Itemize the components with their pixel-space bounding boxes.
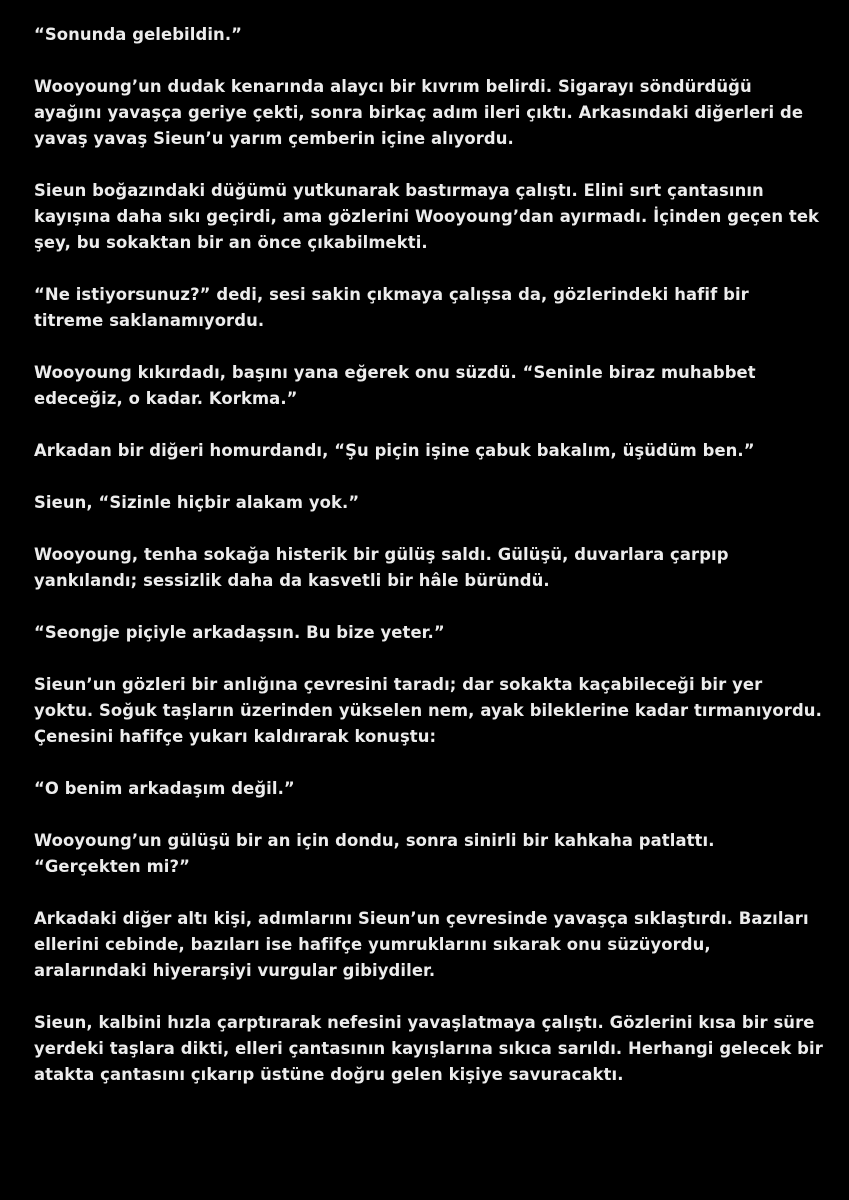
paragraph: Wooyoung kıkırdadı, başını yana eğerek onu süzdü. “Seninle biraz muhabbet edeceğiz, o kadar. Korkma.” bbox=[34, 363, 756, 408]
paragraph: Wooyoung, tenha sokağa histerik bir gülüş saldı. Gülüşü, duvarlara çarpıp yankılandı; sessizlik daha da kasvetli bir hâle büründü. bbox=[34, 545, 729, 590]
paragraph: Sieun, kalbini hızla çarptırarak nefesini yavaşlatmaya çalıştı. Gözlerini kısa bir süre yerdeki taşlara dikti, elleri çantasının kayışlarına sıkıca sarıldı. Herhangi gelecek bir atakta çantasını çıkarıp üstüne doğru gelen kişiye savuracaktı. bbox=[34, 1013, 823, 1084]
paragraph: “Sonunda gelebildin.” bbox=[34, 25, 243, 44]
paragraph: Arkadan bir diğeri homurdandı, “Şu piçin işine çabuk bakalım, üşüdüm ben.” bbox=[34, 441, 755, 460]
paragraph: Sieun boğazındaki düğümü yutkunarak bastırmaya çalıştı. Elini sırt çantasının kayışına daha sıkı geçirdi, ama gözlerini Wooyoung’dan ayırmadı. İçinden geçen tek şey, bu sokaktan bir an önce çıkabilmekti. bbox=[34, 181, 820, 252]
story-text-page bbox=[34, 22, 824, 1114]
paragraph: Sieun, “Sizinle hiçbir alakam yok.” bbox=[34, 493, 360, 512]
paragraph: “Ne istiyorsunuz?” dedi, sesi sakin çıkmaya çalışsa da, gözlerindeki hafif bir titreme saklanamıyordu. bbox=[34, 285, 749, 330]
paragraph: Wooyoung’un dudak kenarında alaycı bir kıvrım belirdi. Sigarayı söndürdüğü ayağını yavaşça geriye çekti, sonra birkaç adım ileri çıktı. Arkasındaki diğerleri de yavaş yavaş Sieun’u yarım çemberin içine alıyordu. bbox=[34, 77, 804, 148]
paragraph: Wooyoung’un gülüşü bir an için dondu, sonra sinirli bir kahkaha patlattı. “Gerçekten mi?” bbox=[34, 831, 715, 876]
paragraph: “Seongje piçiyle arkadaşsın. Bu bize yeter.” bbox=[34, 623, 445, 642]
paragraph: “O benim arkadaşım değil.” bbox=[34, 779, 295, 798]
paragraph: Arkadaki diğer altı kişi, adımlarını Sieun’un çevresinde yavaşça sıklaştırdı. Bazıları ellerini cebinde, bazıları ise hafifçe yumruklarını sıkarak onu süzüyordu, aralarındaki hiyerarşiyi vurgular gibiydiler. bbox=[34, 909, 809, 980]
paragraph: Sieun’un gözleri bir anlığına çevresini taradı; dar sokakta kaçabileceği bir yer yoktu. Soğuk taşların üzerinden yükselen nem, ayak bileklerine kadar tırmanıyordu. Çenesini hafifçe yukarı kaldırarak konuştu: bbox=[34, 675, 822, 746]
